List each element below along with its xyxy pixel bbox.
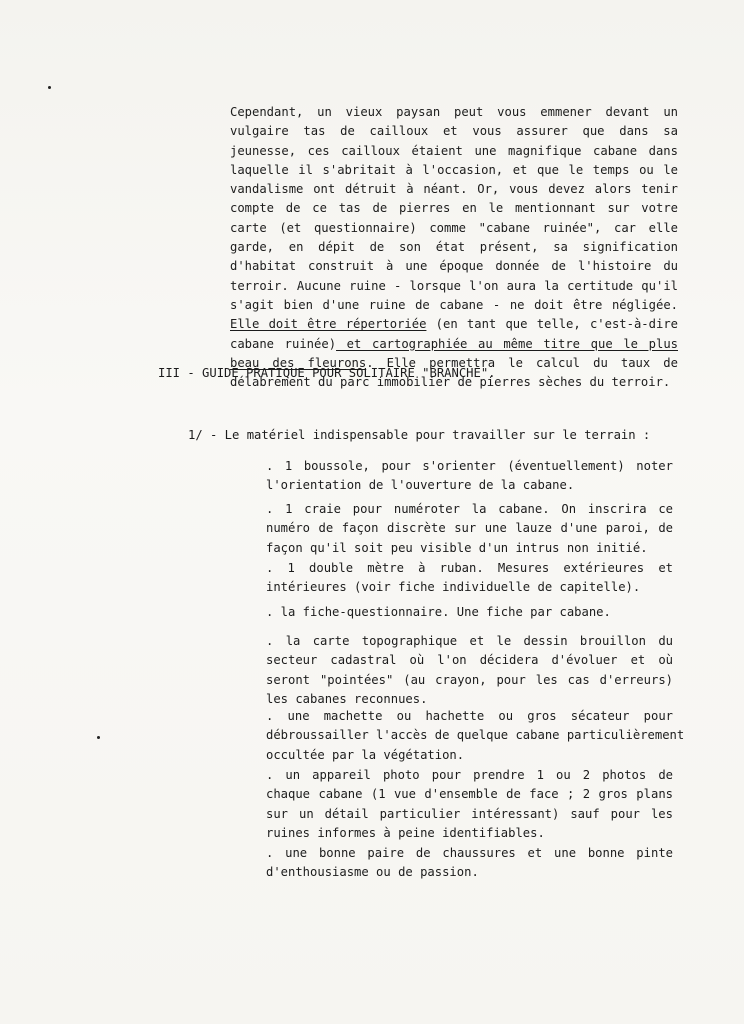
text-line [230, 315, 678, 334]
section-title: III - GUIDE PRATIQUE POUR SOLITAIRE "BRANCHE". [158, 366, 496, 380]
text-line: laquelle il s'abritait à l'occasion, et que le temps ou le [230, 162, 678, 177]
text-line: délabrement du parc immobilier de pierres sèches du terroir. [230, 375, 671, 390]
sub-heading: 1/ - Le matériel indispensable pour travailler sur le terrain : [188, 428, 651, 442]
text-span: (en tant que telle, c'est-à-dire [426, 317, 678, 332]
text-line: . 1 boussole, pour s'orienter (éventuellement) noter [266, 459, 673, 473]
text-line: numéro de façon discrète sur une lauze d'une paroi, de [266, 521, 673, 536]
underlined-text: beau des fleurons [230, 355, 367, 370]
text-line: l'orientation de l'ouverture de la cabane. [266, 478, 575, 493]
text-line: occultée par la végétation. [266, 747, 465, 762]
list-item [266, 844, 673, 883]
text-line: jeunesse, ces cailloux étaient une magnifique cabane dans [230, 143, 678, 158]
speck-mark [48, 86, 51, 89]
text-line: compte de ce tas de pierres en le mentionnant sur votre [230, 201, 678, 216]
text-line: . 1 craie pour numéroter la cabane. On inscrira ce [266, 502, 673, 516]
text-line: secteur cadastral où l'on décidera d'évoluer et où [266, 653, 673, 668]
speck-mark [97, 736, 100, 739]
text-line: Cependant, un vieux paysan peut vous emmener devant un [230, 105, 678, 119]
text-line: . la fiche-questionnaire. Une fiche par cabane. [266, 605, 611, 619]
text-line: chaque cabane (1 vue d'ensemble de face ; 2 gros plans [266, 787, 673, 802]
text-line: ruines informes à peine identifiables. [266, 825, 545, 840]
text-line: intérieures (voir fiche individuelle de capitelle). [266, 580, 641, 595]
text-line: . une bonne paire de chaussures et une bonne pinte [266, 846, 673, 860]
text-line: seront "pointées" (au crayon, pour les cas d'erreurs) [266, 672, 673, 687]
text-line: . une machette ou hachette ou gros sécateur pour [266, 709, 673, 723]
list-item [266, 500, 673, 558]
text-line: vulgaire tas de cailloux et vous assurer que dans sa [230, 124, 678, 139]
intro-paragraph [230, 103, 678, 392]
text-line: d'enthousiasme ou de passion. [266, 865, 479, 880]
text-line [230, 335, 678, 354]
text-line: d'habitat construit à une époque donnée de l'histoire du [230, 259, 678, 274]
text-span: cabane ruinée) [230, 336, 337, 351]
text-line: . un appareil photo pour prendre 1 ou 2 photos de [266, 768, 673, 782]
list-item [266, 707, 685, 765]
list-item [266, 457, 673, 496]
list-item [266, 632, 673, 709]
text-span: . Elle permettra le calcul du taux de [366, 355, 678, 370]
text-line: . 1 double mètre à ruban. Mesures extérieures et [266, 561, 673, 575]
list-item [266, 559, 673, 598]
text-line: façon qu'il soit peu visible d'un intrus non initié. [266, 540, 648, 555]
underlined-text: et cartographiée au même titre que le plus [336, 336, 678, 351]
list-item [266, 603, 673, 622]
text-line: les cabanes reconnues. [266, 691, 428, 706]
text-line: terroir. Aucune ruine - lorsque l'on aura la certitude qu'il [230, 278, 678, 293]
text-line: carte (et questionnaire) comme "cabane ruinée", car elle [230, 220, 678, 235]
text-line: sur un détail particulier intéressant) sauf pour les [266, 806, 673, 821]
text-line: garde, en dépit de son état présent, sa signification [230, 240, 678, 255]
text-line: . la carte topographique et le dessin brouillon du [266, 634, 673, 648]
text-line: vandalisme ont détruit à néant. Or, vous devez alors tenir [230, 182, 678, 197]
text-line: s'agit bien d'une ruine de cabane - ne doit être négligée. [230, 297, 678, 312]
list-item [266, 766, 673, 843]
underlined-text: Elle doit être répertoriée [230, 317, 427, 332]
text-line: débroussailler l'accès de quelque cabane particulièrement [266, 728, 685, 743]
